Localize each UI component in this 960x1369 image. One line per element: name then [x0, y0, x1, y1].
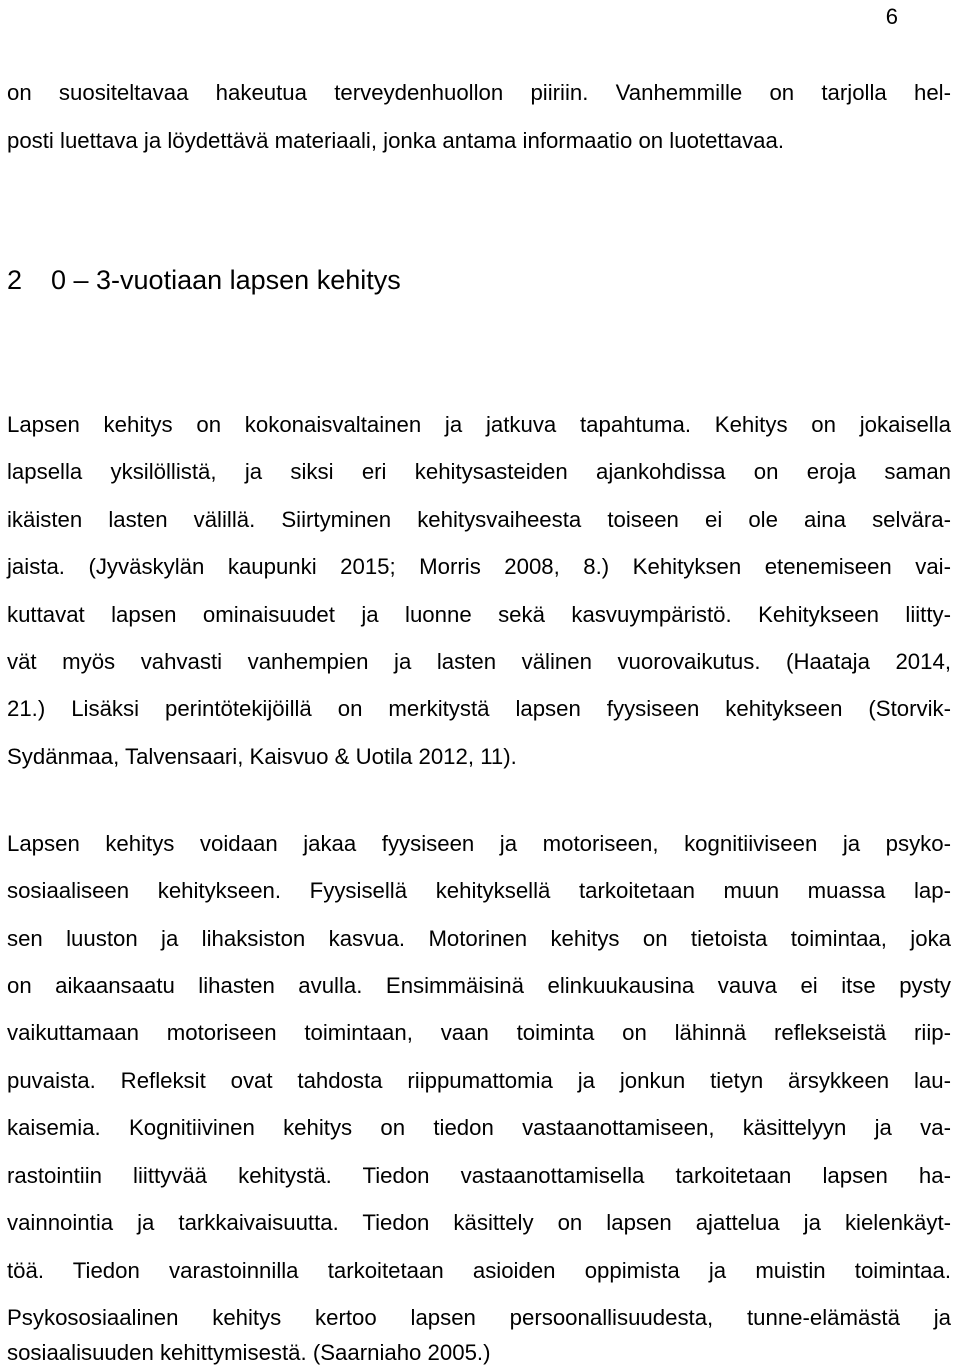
text-line: ikäisten lasten välillä. Siirtyminen kehitysvaiheesta toiseen ei ole aina selvära-: [7, 507, 951, 532]
text-line: töä. Tiedon varastoinnilla tarkoitetaan asioiden oppimista ja muistin toimintaa.: [7, 1258, 951, 1283]
text-line: on suositeltavaa hakeutua terveydenhuollon piiriin. Vanhemmille on tarjolla hel-: [7, 80, 951, 105]
text-line: posti luettava ja löydettävä materiaali, jonka antama informaatio on luotettavaa.: [7, 128, 785, 153]
text-line: vät myös vahvasti vanhempien ja lasten välinen vuorovaikutus. (Haataja 2014,: [7, 649, 951, 674]
text-line: kuttavat lapsen ominaisuudet ja luonne sekä kasvuympäristö. Kehitykseen liitty-: [7, 602, 951, 627]
page-number: 6: [885, 4, 898, 29]
text-line: on aikaansaatu lihasten avulla. Ensimmäisinä elinkuukausina vauva ei itse pysty: [7, 973, 951, 998]
text-line: vainnointia ja tarkkaivaisuutta. Tiedon käsittely on lapsen ajattelua ja kielenkäyt-: [7, 1210, 951, 1235]
text-line: kaisemia. Kognitiivinen kehitys on tiedon vastaanottamiseen, käsittelyyn ja va-: [7, 1115, 951, 1140]
text-line: vaikuttamaan motoriseen toimintaan, vaan toiminta on lähinnä refleksеistä riip-: [7, 1020, 951, 1045]
text-line: Sydänmaa, Talvensaari, Kaisvuo & Uotila 2012, 11).: [7, 744, 517, 769]
text-line: jaista. (Jyväskylän kaupunki 2015; Morris 2008, 8.) Kehityksen etenemiseen vai-: [7, 554, 951, 579]
text-line: puvaista. Refleksit ovat tahdosta riippumattomia ja jonkun tietyn ärsykkeen lau-: [7, 1068, 951, 1093]
text-line: Lapsen kehitys voidaan jakaa fyysiseen ja motoriseen, kognitiiviseen ja psyko-: [7, 831, 951, 856]
text-line: Lapsen kehitys on kokonaisvaltainen ja jatkuva tapahtuma. Kehitys on jokaisella: [7, 412, 951, 437]
section-number: 2: [7, 265, 23, 295]
text-line: Psykososiaalinen kehitys kertoo lapsen persoonallisuudesta, tunne-elämästä ja: [7, 1305, 951, 1330]
text-line: lapsella yksilöllistä, ja siksi eri kehitysasteiden ajankohdissa on eroja saman: [7, 459, 951, 484]
section-heading: [7, 263, 401, 297]
text-line: sosiaalisuuden kehittymisestä. (Saarniaho 2005.): [7, 1340, 491, 1365]
text-line: 21.) Lisäksi perintötekijöillä on merkitystä lapsen fyysiseen kehitykseen (Storvik-: [7, 696, 951, 721]
text-line: rastointiin liittyvää kehitystä. Tiedon vastaanottamisella tarkoitetaan lapsen ha-: [7, 1163, 951, 1188]
section-title: 0 – 3-vuotiaan lapsen kehitys: [51, 265, 401, 295]
text-line: sen luuston ja lihaksiston kasvua. Motorinen kehitys on tietoista toimintaa, joka: [7, 926, 951, 951]
text-line: sosiaaliseen kehitykseen. Fyysisellä kehityksellä tarkoitetaan muun muassa lap-: [7, 878, 951, 903]
